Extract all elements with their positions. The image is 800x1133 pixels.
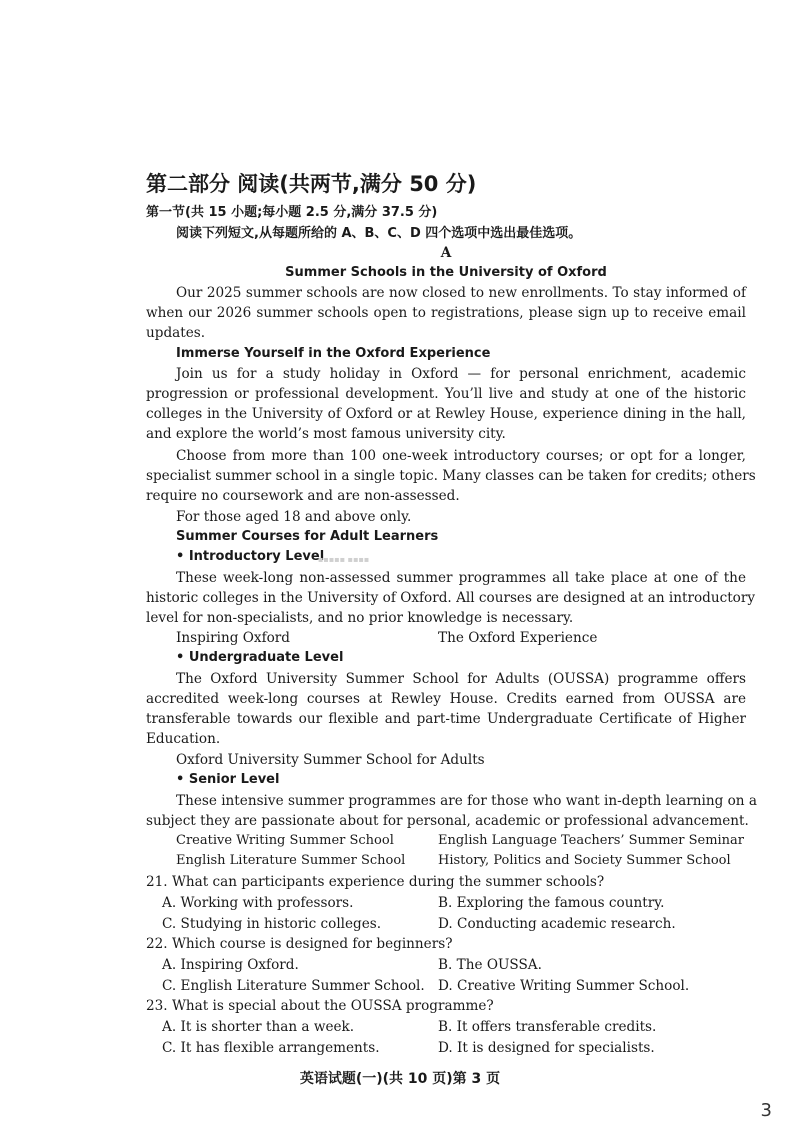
answer-option[interactable]: B. Exploring the famous country. [438,895,665,911]
heading-introductory: • Introductory Level [176,549,325,564]
answer-option[interactable]: A. It is shorter than a week. [162,1019,355,1035]
answer-option[interactable]: A. Inspiring Oxford. [162,957,299,973]
intro-line: updates. [146,325,206,341]
course-name: English Literature Summer School [176,853,406,868]
course-name: Oxford University Summer School for Adults [176,752,485,768]
undergrad-line: The Oxford University Summer School for Adults (OUSSA) programme offers [176,671,746,687]
heading-senior: • Senior Level [176,772,280,787]
undergrad-line: accredited week-long courses at Rewley House. Credits earned from OUSSA are [146,691,746,707]
intro-level-line: historic colleges in the University of Oxford. All courses are designed at an introductory [146,590,756,606]
answer-option[interactable]: B. The OUSSA. [438,957,542,973]
undergrad-line: Education. [146,731,221,747]
course-name: English Language Teachers’ Summer Seminar [438,833,745,848]
answer-option[interactable]: A. Working with professors. [162,895,354,911]
heading-undergraduate: • Undergraduate Level [176,650,344,665]
para2-line: Choose from more than 100 one-week introductory courses; or opt for a longer, [176,448,746,464]
senior-line: These intensive summer programmes are for those who want in-depth learning on a [176,793,757,809]
question-stem: 22. Which course is designed for beginners? [146,936,453,952]
para1-line: Join us for a study holiday in Oxford — for personal enrichment, academic [176,366,746,382]
passage-title: Summer Schools in the University of Oxford [285,265,607,280]
answer-option[interactable]: D. Creative Writing Summer School. [438,978,690,994]
section-title: 第二部分 阅读(共两节,满分 50 分) [146,172,477,196]
age-note: For those aged 18 and above only. [176,509,412,525]
page-footer: 英语试题(一)(共 10 页)第 3 页 [299,1071,501,1087]
course-name: The Oxford Experience [438,630,598,646]
question-stem: 23. What is special about the OUSSA programme? [146,998,494,1014]
para2-line: specialist summer school in a single topic. Many classes can be taken for credits; others [146,468,756,484]
intro-level-line: level for non-specialists, and no prior knowledge is necessary. [146,610,574,626]
course-name: Inspiring Oxford [176,630,291,646]
heading-adult-courses: Summer Courses for Adult Learners [176,529,439,544]
heading-immerse: Immerse Yourself in the Oxford Experience [176,346,491,361]
watermark-icon: ▪▪▪▪▪ ▪▪▪▪ [318,555,370,564]
course-name: Creative Writing Summer School [176,833,394,848]
answer-option[interactable]: C. English Literature Summer School. [162,978,425,994]
answer-option[interactable]: C. Studying in historic colleges. [162,916,382,932]
senior-line: subject they are passionate about for personal, academic or professional advancement. [146,813,749,829]
intro-line: Our 2025 summer schools are now closed to new enrollments. To stay informed of [176,285,746,301]
para1-line: colleges in the University of Oxford or at Rewley House, experience dining in the hall, [146,406,746,422]
part-info: 第一节(共 15 小题;每小题 2.5 分,满分 37.5 分) [146,205,438,220]
para1-line: and explore the world’s most famous university city. [146,426,506,442]
answer-option[interactable]: D. Conducting academic research. [438,916,676,932]
answer-option[interactable]: B. It offers transferable credits. [438,1019,657,1035]
course-name: History, Politics and Society Summer School [438,853,731,868]
instruction: 阅读下列短文,从每题所给的 A、B、C、D 四个选项中选出最佳选项。 [176,226,582,241]
undergrad-line: transferable towards our flexible and part-time Undergraduate Certificate of Higher [146,711,746,727]
intro-line: when our 2026 summer schools open to registrations, please sign up to receive email [146,305,746,321]
passage-label: A [440,245,452,261]
page-number: 3 [760,1100,772,1121]
intro-level-line: These week-long non-assessed summer programmes all take place at one of the [176,570,746,586]
answer-option[interactable]: D. It is designed for specialists. [438,1040,655,1056]
question-stem: 21. What can participants experience during the summer schools? [146,874,605,890]
answer-option[interactable]: C. It has flexible arrangements. [162,1040,380,1056]
para1-line: progression or professional development. You’ll live and study at one of the historic [146,386,746,402]
para2-line: require no coursework and are non-assessed. [146,488,460,504]
